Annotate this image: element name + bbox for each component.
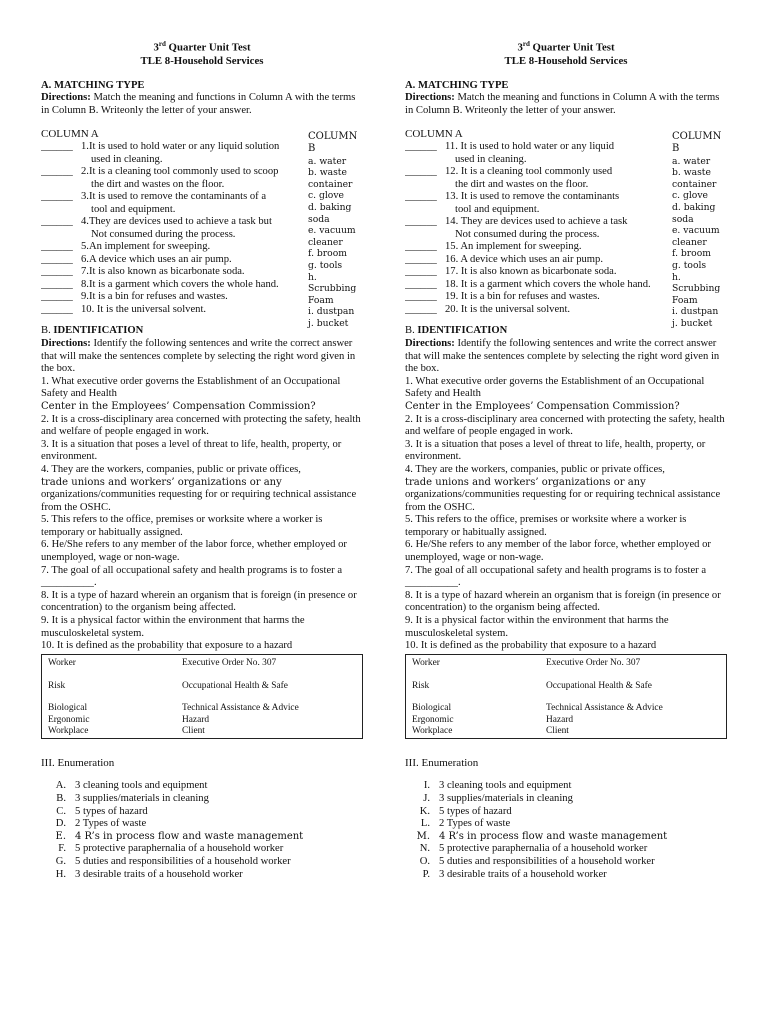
test-subject: TLE 8-Household Services — [504, 54, 628, 67]
item-text: 3 desirable traits of a household worker — [75, 868, 243, 880]
enumeration-item — [405, 869, 727, 882]
title-text: Quarter Unit Test — [165, 41, 251, 54]
enumeration-item — [41, 831, 363, 844]
column-b-item: h. Scrubbing — [672, 271, 721, 295]
choice-item: Worker — [48, 657, 76, 668]
test-copy-left — [41, 38, 363, 881]
column-b-item: f. broom — [308, 248, 347, 260]
enumeration-item — [405, 806, 727, 819]
directions-label: Directions: — [41, 92, 91, 104]
column-b-item: a. water — [308, 155, 347, 167]
enumeration-item — [41, 843, 363, 856]
matching-item — [405, 166, 673, 179]
directions-text: Match the meaning and functions in Column A with the terms in Column B. Writeonly the letter of your answer. — [405, 92, 720, 116]
item-number: 14. — [445, 216, 459, 228]
enumeration-heading: III. Enumeration — [41, 756, 115, 769]
item-letter: L. — [420, 818, 430, 830]
answer-blank: ______ — [41, 291, 73, 303]
item-text: It is the universal solvent. — [94, 303, 207, 315]
identification-item: trade unions and workers’ organizations or any — [405, 476, 646, 488]
item-text: 5 protective paraphernalia of a household worker — [75, 843, 284, 855]
item-text: It is also known as bicarbonate soda. — [458, 266, 617, 278]
item-letter: C. — [56, 805, 66, 817]
answer-blank: ______ — [405, 303, 437, 315]
column-b-item: c. glove — [672, 190, 708, 202]
matching-item — [405, 266, 673, 279]
column-b-item: j. bucket — [672, 317, 713, 329]
answer-blank: ______ — [41, 253, 73, 265]
answer-blank: ______ — [41, 266, 73, 278]
item-text: It is the universal solvent. — [458, 303, 571, 315]
answer-blank: ______ — [405, 241, 437, 253]
identification-item: 3. It is a situation that poses a level of threat to life, health, property, or environment. — [405, 438, 706, 463]
choice-item: Worker — [412, 657, 440, 668]
choice-item: Workplace — [412, 726, 453, 737]
item-text: 2 Types of waste — [75, 818, 147, 830]
answer-blank: ______ — [405, 166, 437, 178]
identification-item: 10. It is defined as the probability that exposure to a hazard — [405, 640, 657, 652]
item-number: 4. — [81, 216, 89, 228]
identification-directions — [405, 338, 727, 376]
answer-blank: ______ — [405, 291, 437, 303]
matching-item — [405, 141, 673, 154]
matching-item — [41, 241, 309, 254]
item-text: 3 cleaning tools and equipment — [75, 780, 208, 792]
identification-item: trade unions and workers’ organizations or any — [41, 476, 282, 488]
matching-heading: A. MATCHING TYPE — [405, 79, 509, 91]
column-a-list — [41, 141, 309, 316]
column-a-list — [405, 141, 673, 316]
item-number: 11. — [445, 141, 458, 153]
item-text: 4 R’s in process flow and waste management — [75, 830, 304, 842]
item-text: 5 duties and responsibilities of a household worker — [75, 855, 291, 867]
column-b-item: b. waste container — [672, 167, 717, 190]
matching-continuation: Not consumed during the process. — [455, 228, 600, 240]
identification-item: Center in the Employees’ Compensation Commission? — [405, 400, 680, 412]
item-number: 1. — [81, 141, 89, 153]
directions-text: Identify the following sentences and write the correct answer that will make the sentences complete by selecting the right word given in the box. — [41, 337, 356, 375]
directions-text: Match the meaning and functions in Column A with the terms in Column B. Writeonly the letter of your answer. — [41, 92, 356, 116]
column-b-list — [669, 131, 727, 329]
choice-item: Client — [546, 726, 569, 737]
directions-label: Directions: — [405, 337, 455, 349]
item-text: It is a garment which covers the whole hand. — [458, 278, 651, 290]
item-letter: G. — [55, 855, 66, 867]
choice-item: Workplace — [48, 726, 89, 737]
item-text: They are devices used to achieve a task but — [88, 216, 272, 228]
item-number: 3. — [81, 191, 89, 203]
answer-blank: ______ — [405, 253, 437, 265]
section-title: IDENTIFICATION — [53, 325, 144, 337]
answer-blank: ______ — [41, 141, 73, 153]
section-title: IDENTIFICATION — [417, 325, 508, 337]
item-text: It is a bin for refuses and wastes. — [458, 291, 600, 303]
answer-blank: ______ — [41, 191, 73, 203]
column-b-label: COLUMN B — [308, 131, 358, 154]
matching-item — [41, 254, 309, 267]
enumeration-item — [41, 818, 363, 831]
identification-item: 4. They are the workers, companies, public or private offices, — [405, 463, 665, 475]
matching-continuation: the dirt and wastes on the floor. — [91, 178, 225, 190]
matching-item — [41, 166, 309, 179]
choice-item: Occupational Health & Safe — [182, 680, 288, 691]
choice-item: Risk — [412, 680, 430, 691]
enumeration-item — [405, 780, 727, 793]
enumeration-item — [41, 780, 363, 793]
matching-item — [41, 266, 309, 279]
matching-item — [41, 291, 309, 304]
column-b-item: b. waste container — [308, 167, 353, 190]
test-title — [405, 38, 727, 55]
item-letter: D. — [55, 818, 66, 830]
item-text: 2 Types of waste — [439, 818, 511, 830]
item-text: 5 protective paraphernalia of a household worker — [439, 843, 648, 855]
column-b-item: g. tools — [308, 259, 343, 271]
choice-item: Ergonomic — [412, 714, 454, 725]
column-b-item: c. glove — [308, 190, 344, 202]
choice-item: Occupational Health & Safe — [546, 680, 652, 691]
matching-item — [41, 304, 309, 317]
item-text: An implement for sweeping. — [88, 241, 211, 253]
enumeration-item — [405, 818, 727, 831]
matching-item — [41, 191, 309, 204]
item-text: 3 supplies/materials in cleaning — [439, 793, 573, 804]
item-text: 3 desirable traits of a household worker — [439, 868, 607, 880]
title-ordinal-suffix: rd — [522, 40, 530, 48]
matching-item — [405, 216, 673, 229]
item-letter: O. — [419, 855, 430, 867]
choice-item: Technical Assistance & Advice — [546, 703, 663, 714]
item-number: 10. — [81, 303, 95, 315]
identification-item: 6. He/She refers to any member of the labor force, whether employed or unemployed, wage or non-wage. — [41, 539, 347, 564]
enumeration-list — [41, 780, 363, 881]
answer-choices-box — [41, 654, 363, 739]
column-b-list — [305, 131, 363, 329]
item-number: 18. — [445, 278, 459, 290]
choice-item: Hazard — [182, 714, 210, 725]
item-number: 7. — [81, 266, 89, 278]
choice-item: Biological — [412, 703, 452, 714]
choice-item: Technical Assistance & Advice — [182, 703, 299, 714]
enumeration-item — [405, 831, 727, 844]
title-ordinal-suffix: rd — [158, 40, 166, 48]
enumeration-item — [41, 869, 363, 882]
item-letter: M. — [416, 830, 430, 842]
column-b-item: j. bucket — [308, 317, 349, 329]
item-letter: K. — [419, 805, 430, 817]
item-letter: H. — [55, 868, 66, 880]
item-text: 5 types of hazard — [439, 805, 512, 817]
choice-item: Hazard — [546, 714, 574, 725]
matching-continuation: tool and equipment. — [91, 203, 176, 215]
answer-blank: ______ — [41, 303, 73, 315]
identification-item: 9. It is a physical factor within the environment that harms the musculoskeletal system. — [405, 615, 669, 639]
enumeration-item — [405, 856, 727, 869]
column-b-item: e. vacuum cleaner — [672, 225, 720, 248]
answer-blank: ______ — [405, 191, 437, 203]
identification-item: 3. It is a situation that poses a level of threat to life, health, property, or environment. — [41, 438, 342, 463]
item-text: It is also known as bicarbonate soda. — [88, 266, 245, 278]
item-text: It is used to remove the contaminants of a — [88, 191, 267, 203]
choice-item: Risk — [48, 680, 66, 691]
answer-choices-box — [405, 654, 727, 739]
identification-item: 8. It is a type of hazard wherein an organism that is foreign (in presence or concentration) to the organism being affected. — [405, 589, 721, 614]
section-prefix: B. — [41, 325, 54, 337]
title-ordinal: 3 — [517, 41, 523, 54]
matching-item — [405, 254, 673, 267]
matching-item — [405, 279, 673, 292]
item-number: 19. — [445, 291, 459, 303]
matching-continuation: the dirt and wastes on the floor. — [455, 178, 589, 190]
item-letter: I. — [423, 780, 430, 792]
item-letter: E. — [55, 830, 66, 842]
test-title — [41, 38, 363, 55]
title-ordinal: 3 — [153, 41, 159, 54]
answer-blank: ______ — [41, 216, 73, 228]
item-text: 3 cleaning tools and equipment — [439, 780, 572, 792]
enumeration-item — [41, 793, 363, 806]
identification-item: 7. The goal of all occupational safety and health programs is to foster a __________. — [41, 564, 343, 589]
enumeration-item — [41, 806, 363, 819]
matching-continuation: used in cleaning. — [91, 153, 163, 165]
item-number: 13. — [445, 191, 459, 203]
identification-item: 5. This refers to the office, premises or worksite where a worker is temporary or habitually assigned. — [405, 514, 687, 538]
item-text: A device which uses an air pump. — [88, 253, 232, 265]
matching-directions — [405, 92, 727, 117]
column-b-item: h. Scrubbing — [308, 271, 357, 295]
column-a-label: COLUMN A — [405, 128, 463, 141]
directions-text: Identify the following sentences and write the correct answer that will make the sentences complete by selecting the right word given in the box. — [405, 337, 720, 375]
item-number: 5. — [81, 241, 89, 253]
matching-item — [405, 304, 673, 317]
answer-blank: ______ — [41, 166, 73, 178]
item-text: It is a cleaning tool commonly used to scoop — [88, 166, 279, 178]
matching-item — [41, 141, 309, 154]
matching-item — [41, 279, 309, 292]
matching-heading: A. MATCHING TYPE — [41, 79, 145, 91]
column-b-item: i. dustpan — [308, 306, 355, 318]
column-b-label: COLUMN B — [672, 131, 722, 154]
title-text: Quarter Unit Test — [529, 41, 615, 54]
item-number: 8. — [81, 278, 89, 290]
choice-item: Executive Order No. 307 — [546, 657, 641, 668]
answer-blank: ______ — [405, 266, 437, 278]
identification-item: 8. It is a type of hazard wherein an organism that is foreign (in presence or concentration) to the organism being affected. — [41, 589, 357, 614]
item-text: It is used to hold water or any liquid solution — [88, 141, 280, 153]
item-text: It is used to remove the contaminants — [458, 191, 620, 203]
choice-item: Executive Order No. 307 — [182, 657, 277, 668]
matching-continuation: tool and equipment. — [455, 203, 540, 215]
identification-item: 1. What executive order governs the Establishment of an Occupational Safety and Health — [41, 375, 341, 400]
item-letter: B. — [56, 793, 66, 804]
item-number: 12. — [445, 166, 459, 178]
identification-item: 10. It is defined as the probability that exposure to a hazard — [41, 640, 293, 652]
identification-directions — [41, 338, 363, 376]
matching-item — [405, 291, 673, 304]
identification-item: 4. They are the workers, companies, public or private offices, — [41, 463, 301, 475]
identification-item: organizations/communities requesting for or requiring technical assistance from the OSHC. — [41, 489, 357, 513]
item-text: It is a cleaning tool commonly used — [458, 166, 613, 178]
column-b-item: Foam — [308, 294, 334, 306]
matching-directions — [41, 92, 363, 117]
item-number: 16. — [445, 253, 459, 265]
identification-item: 2. It is a cross-disciplinary area concerned with protecting the safety, health and welfare of people engaged in work. — [405, 413, 725, 438]
answer-blank: ______ — [405, 216, 437, 228]
item-number: 17. — [445, 266, 459, 278]
matching-item — [41, 216, 309, 229]
matching-continuation: Not consumed during the process. — [91, 228, 236, 240]
item-text: 5 types of hazard — [75, 805, 148, 817]
column-b-item: g. tools — [672, 259, 707, 271]
choice-item: Ergonomic — [48, 714, 90, 725]
enumeration-item — [405, 793, 727, 806]
identification-item: 6. He/She refers to any member of the labor force, whether employed or unemployed, wage or non-wage. — [405, 539, 711, 564]
item-letter: N. — [419, 843, 430, 855]
answer-blank: ______ — [41, 278, 73, 290]
answer-blank: ______ — [405, 141, 437, 153]
identification-item: 7. The goal of all occupational safety and health programs is to foster a __________. — [405, 564, 707, 589]
column-b-item: d. baking soda — [672, 201, 716, 225]
test-subject: TLE 8-Household Services — [140, 54, 264, 67]
item-number: 15. — [445, 241, 459, 253]
enumeration-item — [41, 856, 363, 869]
item-letter: J. — [423, 793, 430, 804]
matching-continuation: used in cleaning. — [455, 153, 527, 165]
column-b-item: Foam — [672, 294, 698, 306]
identification-item: 2. It is a cross-disciplinary area concerned with protecting the safety, health and welfare of people engaged in work. — [41, 413, 361, 438]
item-text: 4 R’s in process flow and waste management — [439, 830, 668, 842]
identification-item: Center in the Employees’ Compensation Commission? — [41, 400, 316, 412]
enumeration-item — [405, 843, 727, 856]
identification-item: 1. What executive order governs the Establishment of an Occupational Safety and Health — [405, 375, 705, 400]
matching-item — [405, 241, 673, 254]
column-b-item: i. dustpan — [672, 306, 719, 318]
item-number: 6. — [81, 253, 89, 265]
test-copy-right — [405, 38, 727, 881]
directions-label: Directions: — [41, 337, 91, 349]
item-letter: A. — [55, 780, 66, 792]
item-text: An implement for sweeping. — [458, 241, 582, 253]
identification-item: 9. It is a physical factor within the environment that harms the musculoskeletal system. — [41, 615, 305, 639]
item-number: 9. — [81, 291, 89, 303]
item-letter: P. — [422, 868, 430, 880]
column-b-item: e. vacuum cleaner — [308, 225, 356, 248]
item-text: A device which uses an air pump. — [458, 253, 603, 265]
item-number: 2. — [81, 166, 89, 178]
choice-item: Client — [182, 726, 205, 737]
item-text: It is a bin for refuses and wastes. — [88, 291, 228, 303]
matching-item — [405, 191, 673, 204]
section-prefix: B. — [405, 325, 418, 337]
item-text: 5 duties and responsibilities of a household worker — [439, 855, 655, 867]
answer-blank: ______ — [405, 278, 437, 290]
column-a-label: COLUMN A — [41, 128, 99, 141]
item-text: It is a garment which covers the whole hand. — [88, 278, 279, 290]
identification-item: 5. This refers to the office, premises or worksite where a worker is temporary or habitually assigned. — [41, 514, 323, 538]
choice-item: Biological — [48, 703, 88, 714]
enumeration-heading: III. Enumeration — [405, 756, 479, 769]
enumeration-list — [405, 780, 727, 881]
directions-label: Directions: — [405, 92, 455, 104]
item-text: It is used to hold water or any liquid — [457, 141, 615, 153]
item-text: They are devices used to achieve a task — [458, 216, 628, 228]
answer-blank: ______ — [41, 241, 73, 253]
column-b-item: d. baking soda — [308, 201, 352, 225]
item-letter: F. — [58, 843, 66, 855]
column-b-item: f. broom — [672, 248, 711, 260]
column-b-item: a. water — [672, 155, 711, 167]
item-text: 3 supplies/materials in cleaning — [75, 793, 209, 804]
identification-item: organizations/communities requesting for or requiring technical assistance from the OSHC. — [405, 489, 721, 513]
item-number: 20. — [445, 303, 459, 315]
